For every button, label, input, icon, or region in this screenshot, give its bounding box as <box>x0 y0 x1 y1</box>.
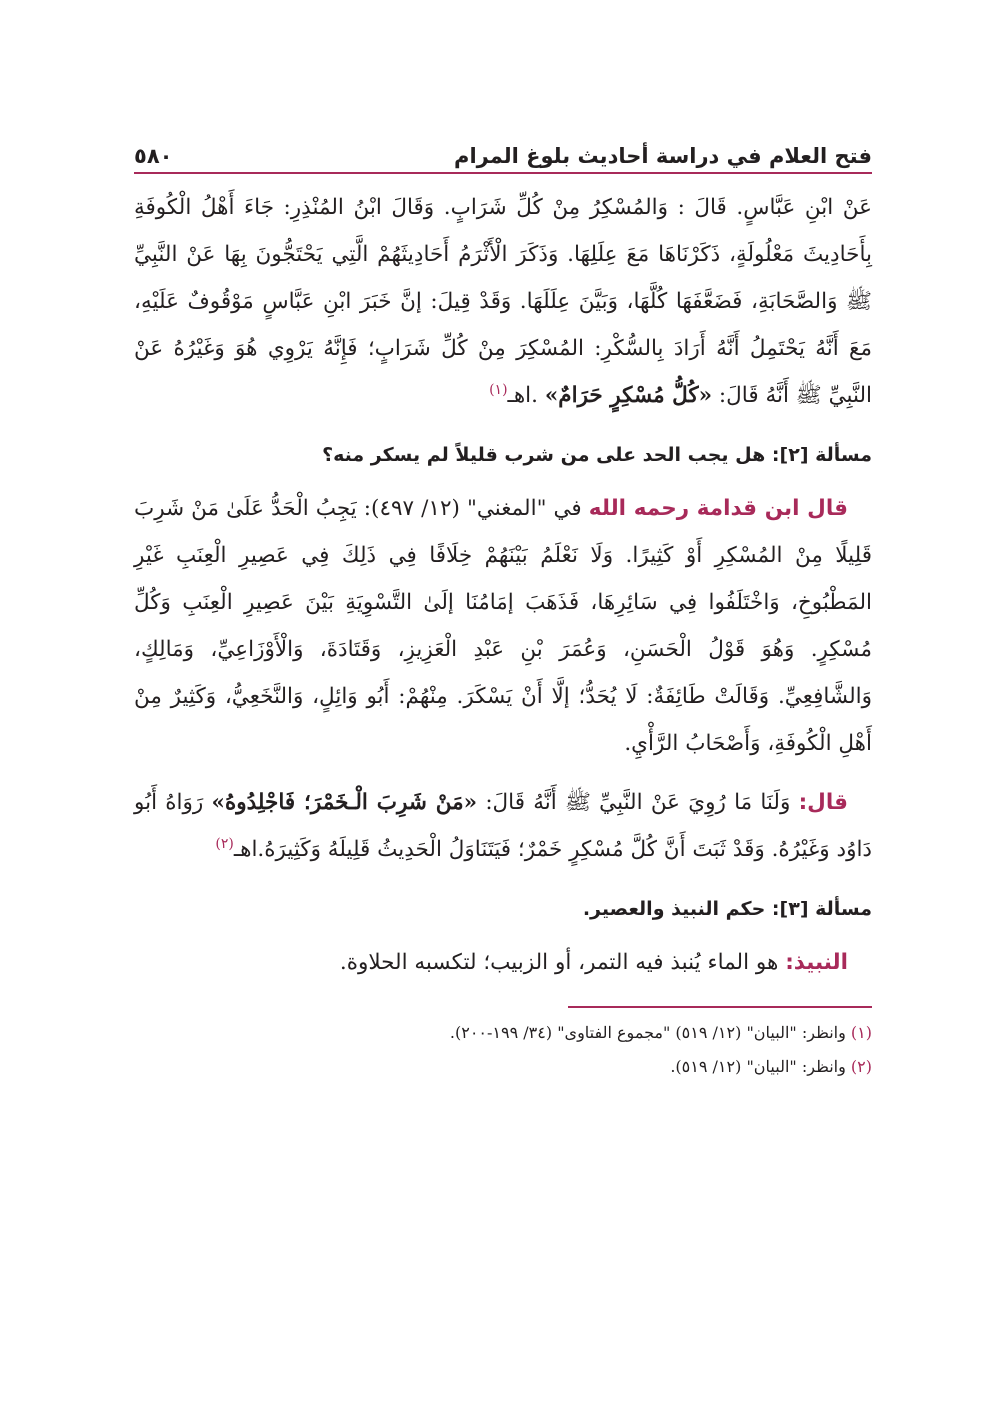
paragraph-ibn-abbas <box>134 184 872 419</box>
footnote-number: (١) <box>850 1023 872 1042</box>
paragraph-text: هو الماء يُنبذ فيه التمر، أو الزبيب؛ لتكسبه الحلاوة. <box>339 950 779 975</box>
paragraph-end: .اهـ <box>507 383 538 408</box>
spacer <box>134 767 872 779</box>
paragraph-text: عَنْ ابْنِ عَبَّاسٍ. قَالَ : وَالمُسْكِرُ مِنْ كُلِّ شَرَابٍ. وَقَالَ ابْنُ المُنْذِرِ: جَاءَ أَهْلُ الْكُوفَةِ بِأَحَادِيثَ مَعْلُولَةٍ، ذَكَرْنَاهَا مَعَ عِلَلِهَا. وَذَكَرَ الْأَثْرَمُ أَحَادِيثَهُمْ الَّتِي يَحْتَجُّونَ بِهَا عَنْ النَّبِيِّ ﷺ وَالصَّحَابَةِ، فَضَعَّفَهَا كُلَّهَا، وَبَيَّنَ عِلَلَهَا. وَقَدْ قِيلَ: إنَّ خَبَرَ ابْنِ عَبَّاسٍ مَوْقُوفٌ عَلَيْهِ، مَعَ أَنَّهُ يَحْتَمِلُ أَنَّهُ أَرَادَ بِالسُّكْرِ: المُسْكِرَ مِنْ كُلِّ شَرَابٍ؛ فَإِنَّهُ يَرْوِي هُوَ وَغَيْرُهُ عَنْ النَّبِيِّ ﷺ أَنَّهُ قَالَ: <box>134 195 872 408</box>
page-number: ٥٨٠ <box>134 144 173 168</box>
speaker-name: قال ابن قدامة رحمه الله <box>588 496 848 521</box>
page-header <box>134 128 872 174</box>
paragraph-text-after: رَوَاهُ أَبُو دَاوُد وَغَيْرُهُ. وَقَدْ ثَبَتَ أَنَّ كُلَّ مُسْكِرٍ خَمْرٌ؛ فَيَتَنَاوَلُ الْحَدِيثُ قَلِيلَهُ وَكَثِيرَهُ.اهـ <box>134 790 872 862</box>
paragraph-ibn-qudama <box>134 485 872 767</box>
question-label: مسألة [٢]: <box>771 444 872 466</box>
footnote-text: وانظر: "البيان" (١٢/ ٥١٩) "مجموع الفتاوى" (٣٤/ ١٩٩-٢٠٠). <box>449 1023 846 1042</box>
book-title: فتح العلام في دراسة أحاديث بلوغ المرام <box>454 144 872 168</box>
hadith-quote: «كُلُّ مُسْكِرٍ حَرَامٌ» <box>544 383 713 408</box>
paragraph-evidence <box>134 779 872 873</box>
question-3-heading <box>134 889 872 929</box>
question-text: حكم النبيذ والعصير. <box>582 898 766 920</box>
hadith-quote: «مَنْ شَرِبَ الْـخَمْرَ؛ فَاجْلِدُوهُ» <box>211 790 478 815</box>
question-text: هل يجب الحد على من شرب قليلاً لم يسكر منه؟ <box>322 444 766 466</box>
footnote-marker-2[interactable]: (٢) <box>215 835 234 852</box>
book-page <box>134 128 872 1084</box>
footnote-1 <box>134 1016 872 1050</box>
page-body <box>134 184 872 1084</box>
question-label: مسألة [٣]: <box>771 898 872 920</box>
footnote-2 <box>134 1050 872 1084</box>
footnote-marker-1[interactable]: (١) <box>489 381 508 398</box>
footnote-number: (٢) <box>850 1057 872 1076</box>
paragraph-text: في "المغني" (١٢/ ٤٩٧): يَجِبُ الْحَدُّ عَلَىٰ مَنْ شَرِبَ قَلِيلًا مِنْ المُسْكِرِ أَوْ كَثِيرًا. وَلَا نَعْلَمُ بَيْنَهُمْ خِلَافًا فِي ذَلِكَ فِي عَصِيرِ الْعِنَبِ غَيْرِ المَطْبُوخِ، وَاخْتَلَفُوا فِي سَائِرِهَا، فَذَهَبَ إمَامُنَا إلَىٰ التَّسْوِيَةِ بَيْنَ عَصِيرِ الْعِنَبِ وَكُلِّ مُسْكِرٍ. وَهُوَ قَوْلُ الْحَسَنِ، وَعُمَرَ بْنِ عَبْدِ الْعَزِيزِ، وَقَتَادَةَ، وَالْأَوْزَاعِيِّ، وَمَالِكٍ، وَالشَّافِعِيِّ. وَقَالَتْ طَائِفَةٌ: لَا يُحَدُّ؛ إلَّا أَنْ يَسْكَرَ. مِنْهُمْ: أَبُو وَائِلٍ، وَالنَّخَعِيُّ، وَكَثِيرٌ مِنْ أَهْلِ الْكُوفَةِ، وَأَصْحَابُ الرَّأْيِ. <box>134 496 872 756</box>
term-label: النبيذ: <box>785 950 848 975</box>
paragraph-text: وَلَنَا مَا رُوِيَ عَنْ النَّبِيِّ ﷺ أَنَّهُ قَالَ: <box>485 790 791 815</box>
footnote-text: وانظر: "البيان" (١٢/ ٥١٩). <box>670 1057 846 1076</box>
speaker-label: قال: <box>798 790 848 815</box>
paragraph-nabidh-definition <box>134 939 872 986</box>
question-2-heading <box>134 435 872 475</box>
footnote-divider <box>568 1006 872 1008</box>
